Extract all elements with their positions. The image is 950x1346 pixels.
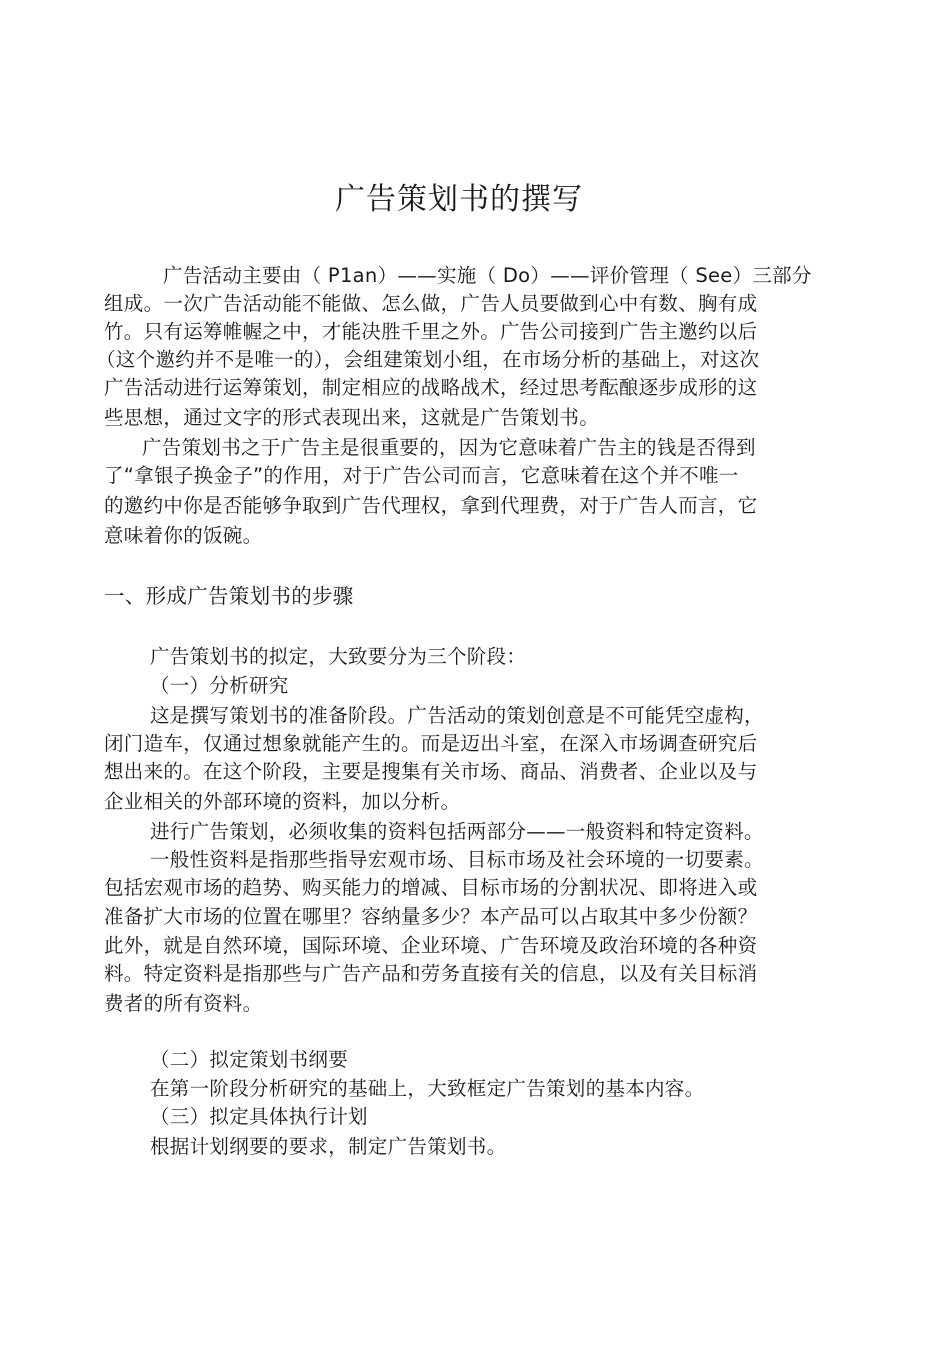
body-line: 包括宏观市场的趋势、购买能力的增减、目标市场的分割状况、即将进入或 <box>104 876 758 899</box>
body-line: 一般性资料是指那些指导宏观市场、目标市场及社会环境的一切要素。 <box>150 848 764 871</box>
body-line: 进行广告策划，必须收集的资料包括两部分——一般资料和特定资料。 <box>150 820 764 843</box>
body-line: 这是撰写策划书的准备阶段。广告活动的策划创意是不可能凭空虚构， <box>150 704 764 727</box>
intro-line: 的邀约中你是否能够争取到广告代理权，拿到代理费，对于广告人而言，它 <box>104 494 758 517</box>
body-line: 在第一阶段分析研究的基础上，大致框定广告策划的基本内容。 <box>150 1077 705 1100</box>
subheading-line: （三）拟定具体执行计划 <box>150 1105 368 1128</box>
section-heading: 一、形成广告策划书的步骤 <box>104 584 354 608</box>
intro-line: 广告活动进行运筹策划，制定相应的战略战术，经过思考酝酿逐步成形的这 <box>104 376 758 399</box>
body-line: 想出来的。在这个阶段，主要是搜集有关市场、商品、消费者、企业以及与 <box>104 760 758 783</box>
body-line: 料。特定资料是指那些与广告产品和劳务直接有关的信息，以及有关目标消 <box>104 962 758 985</box>
body-line: 准备扩大市场的位置在哪里？容纳量多少？本产品可以占取其中多少份额？ <box>104 905 758 928</box>
body-line: 广告策划书的拟定，大致要分为三个阶段： <box>150 645 527 668</box>
intro-line: 组成。一次广告活动能不能做、怎么做，广告人员要做到心中有数、胸有成 <box>104 292 758 315</box>
body-line: 企业相关的外部环境的资料，加以分析。 <box>104 790 461 813</box>
intro-line: 些思想，通过文字的形式表现出来，这就是广告策划书。 <box>104 406 600 429</box>
body-line: 闭门造车，仅通过想象就能产生的。而是迈出斗室，在深入市场调查研究后 <box>104 732 758 755</box>
body-line: 费者的所有资料。 <box>104 992 263 1015</box>
intro-line: 竹。只有运筹帷幄之中，才能决胜千里之外。广告公司接到广告主邀约以后 <box>104 320 758 343</box>
intro-line: 了“拿银子换金子”的作用，对于广告公司而言，它意味着在这个并不唯一 <box>104 464 739 487</box>
body-line: 根据计划纲要的要求，制定广告策划书。 <box>150 1135 507 1158</box>
intro-line: （这个邀约并不是唯一的），会组建策划小组，在市场分析的基础上，对这次 <box>96 348 760 371</box>
intro-line: 广告活动主要由（ P1an）——实施（ Do）——评价管理（ See）三部分 <box>163 264 812 287</box>
body-line: （一）分析研究 <box>150 674 289 697</box>
document-title: 广告策划书的撰写 <box>335 182 583 217</box>
body-line: 此外，就是自然环境，国际环境、企业环境、广告环境及政治环境的各种资 <box>104 934 758 957</box>
intro-line: 广告策划书之于广告主是很重要的，因为它意味着广告主的钱是否得到 <box>142 436 756 459</box>
subheading-line: （二）拟定策划书纲要 <box>150 1048 349 1071</box>
intro-line: 意味着你的饭碗。 <box>104 524 263 547</box>
